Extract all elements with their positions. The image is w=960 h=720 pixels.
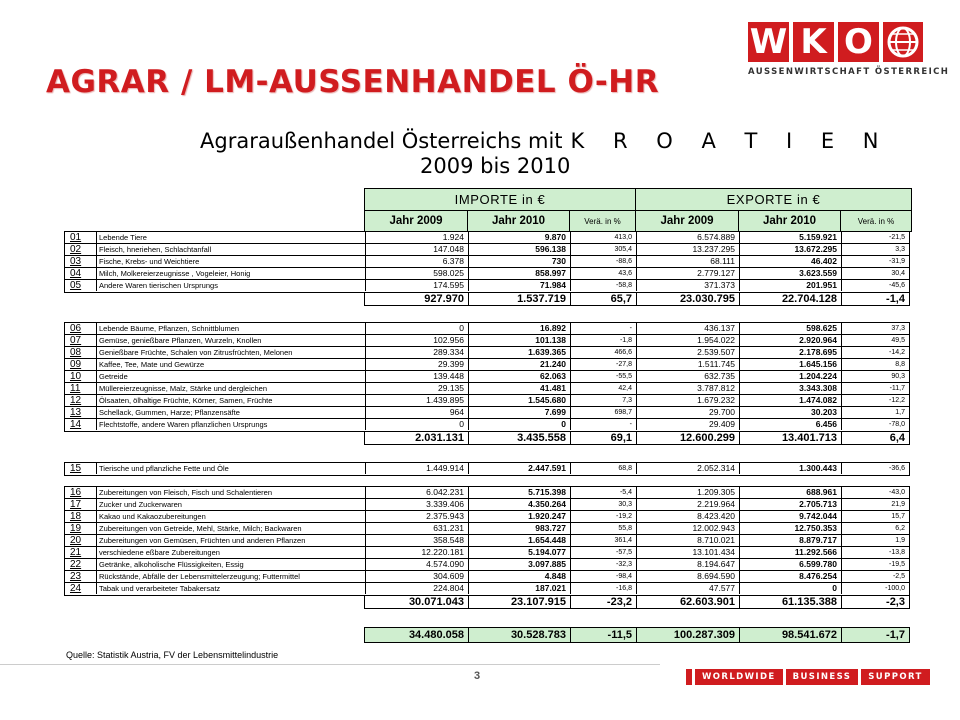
imports-2010-header: Jahr 2010 <box>468 211 570 231</box>
grand-total-exports-2010: 98.541.672 <box>739 628 841 642</box>
grand-total-imports-2009: 34.480.058 <box>408 629 464 641</box>
exports-2010: 2.705.713 <box>739 499 841 510</box>
description: Milch, Molkereierzeugnisse , Vogeleier, Honig <box>99 269 251 278</box>
exports-2010: 8.879.717 <box>739 535 841 546</box>
table-row <box>65 268 909 280</box>
group-code: 22 <box>65 559 97 570</box>
exports-change: -45,6 <box>841 280 909 291</box>
imports-change: -19,2 <box>570 511 636 522</box>
exports-header: EXPORTE in € <box>636 189 911 211</box>
table-row <box>65 407 909 419</box>
total-imports-2010: 3.435.558 <box>468 432 570 444</box>
exports-2009: 1.209.305 <box>636 487 739 498</box>
table-row <box>65 463 909 475</box>
chart-title-country: K R O A T I E N <box>570 129 890 153</box>
imports-2009: 598.025 <box>365 268 468 279</box>
group-code: 06 <box>65 323 97 334</box>
total-exports-change: -1,4 <box>841 293 909 305</box>
table-row <box>65 523 909 535</box>
imports-2009: 358.548 <box>365 535 468 546</box>
exports-2009: 436.137 <box>636 323 739 334</box>
group-code: 10 <box>65 371 97 382</box>
exports-change: 6,2 <box>841 523 909 534</box>
imports-2009: 102.956 <box>365 335 468 346</box>
exports-change: -43,0 <box>841 487 909 498</box>
imports-2010: 1.654.448 <box>468 535 570 546</box>
table-row <box>65 347 909 359</box>
imports-change: 42,4 <box>570 383 636 394</box>
exports-2009: 371.373 <box>636 280 739 291</box>
table-row <box>65 499 909 511</box>
exports-2009: 13.101.434 <box>636 547 739 558</box>
imports-change: 466,6 <box>570 347 636 358</box>
imports-change: - <box>570 323 636 334</box>
description: Zubereitungen von Getreide, Mehl, Stärke, Milch; Backwaren <box>99 524 302 533</box>
group-code: 01 <box>65 232 97 243</box>
description: Lebende Tiere <box>99 233 147 242</box>
total-exports-2010: 61.135.388 <box>739 596 841 608</box>
chart-title-prefix: Agraraußenhandel Österreichs mit <box>200 129 563 153</box>
description: Fische, Krebs- und Weichtiere <box>99 257 200 266</box>
exports-change: -2,5 <box>841 571 909 582</box>
exports-change: 37,3 <box>841 323 909 334</box>
imports-change: 305,4 <box>570 244 636 255</box>
imports-2010: 596.138 <box>468 244 570 255</box>
exports-change: -12,2 <box>841 395 909 406</box>
table-row <box>65 280 909 292</box>
group-code: 08 <box>65 347 97 358</box>
description: Zubereitungen von Fleisch, Fisch und Schalentieren <box>99 488 273 497</box>
imports-2010: 1.920.247 <box>468 511 570 522</box>
subtotal-row <box>364 595 910 609</box>
footer-word-worldwide: WORLDWIDE <box>695 669 783 685</box>
total-exports-change: -2,3 <box>841 596 909 608</box>
imports-change: -1,8 <box>570 335 636 346</box>
chart-subtitle-years: 2009 bis 2010 <box>420 154 571 178</box>
group-code: 09 <box>65 359 97 370</box>
imports-2009: 29.399 <box>365 359 468 370</box>
group-code: 14 <box>65 419 97 430</box>
exports-2009: 8.694.590 <box>636 571 739 582</box>
imports-2009: 0 <box>365 323 468 334</box>
description: Tierische und pflanzliche Fette und Öle <box>99 464 229 473</box>
total-exports-change: 6,4 <box>841 432 909 444</box>
imports-2010: 5.715.398 <box>468 487 570 498</box>
table-row <box>65 571 909 583</box>
exports-2009: 13.237.295 <box>636 244 739 255</box>
exports-2010: 30.203 <box>739 407 841 418</box>
imports-change: 43,6 <box>570 268 636 279</box>
description: Rückstände, Abfälle der Lebensmittelerzeugung; Futtermittel <box>99 572 300 581</box>
group-code: 15 <box>65 463 97 474</box>
imports-2010: 2.447.591 <box>468 463 570 474</box>
exports-2009: 3.787.812 <box>636 383 739 394</box>
exports-2010: 12.750.353 <box>739 523 841 534</box>
group-code: 04 <box>65 268 97 279</box>
group-code: 12 <box>65 395 97 406</box>
description: Genießbare Früchte, Schalen von Zitrusfrüchten, Melonen <box>99 348 293 357</box>
total-imports-2009: 2.031.131 <box>415 432 464 444</box>
grand-total-exports-change: -1,7 <box>841 628 909 642</box>
exports-change-header: Verä. in % <box>857 216 895 226</box>
imports-change: -58,8 <box>570 280 636 291</box>
imports-change: -16,8 <box>570 583 636 594</box>
imports-change: 30,3 <box>570 499 636 510</box>
table-row <box>65 559 909 571</box>
imports-change: 413,0 <box>570 232 636 243</box>
table-row <box>65 244 909 256</box>
description: Lebende Bäume, Pflanzen, Schnittblumen <box>99 324 240 333</box>
exports-2009: 2.052.314 <box>636 463 739 474</box>
total-imports-2009: 30.071.043 <box>408 596 464 608</box>
imports-change: -88,6 <box>570 256 636 267</box>
group-code: 02 <box>65 244 97 255</box>
globe-icon <box>883 22 923 62</box>
exports-2010: 6.599.780 <box>739 559 841 570</box>
description: Zubereitungen von Gemüsen, Früchten und anderen Pflanzen <box>99 536 306 545</box>
exports-2010: 688.961 <box>739 487 841 498</box>
exports-2010: 46.402 <box>739 256 841 267</box>
total-imports-change: 65,7 <box>570 293 636 305</box>
table-row <box>65 335 909 347</box>
imports-2009: 631.231 <box>365 523 468 534</box>
table-row <box>65 535 909 547</box>
imports-change: 55,8 <box>570 523 636 534</box>
group-code: 16 <box>65 487 97 498</box>
description: Kakao und Kakaozubereitungen <box>99 512 206 521</box>
table-row <box>65 395 909 407</box>
exports-change: -13,8 <box>841 547 909 558</box>
exports-2010: 0 <box>739 583 841 594</box>
grand-total-imports-2010: 30.528.783 <box>468 628 570 642</box>
imports-change: 361,4 <box>570 535 636 546</box>
exports-2010: 2.178.695 <box>739 347 841 358</box>
grand-total-row <box>364 627 910 643</box>
description: Kaffee, Tee, Mate und Gewürze <box>99 360 205 369</box>
imports-2009: 1.449.914 <box>365 463 468 474</box>
exports-2010: 8.476.254 <box>739 571 841 582</box>
description: Gemüse, genießbare Pflanzen, Wurzeln, Knollen <box>99 336 262 345</box>
exports-2009-header: Jahr 2009 <box>636 211 739 231</box>
imports-2010: 4.350.264 <box>468 499 570 510</box>
table-row <box>65 359 909 371</box>
table-block <box>64 322 910 432</box>
description: Andere Waren tierischen Ursprungs <box>99 281 218 290</box>
imports-2009-header: Jahr 2009 <box>365 211 468 231</box>
description: Zucker und Zuckerwaren <box>99 500 182 509</box>
exports-2010: 11.292.566 <box>739 547 841 558</box>
imports-change: - <box>570 419 636 430</box>
imports-change: 698,7 <box>570 407 636 418</box>
imports-2009: 12.220.181 <box>365 547 468 558</box>
total-exports-2010: 13.401.713 <box>739 432 841 444</box>
imports-2009: 6.042.231 <box>365 487 468 498</box>
exports-change: -14,2 <box>841 347 909 358</box>
footer-brand <box>686 669 930 685</box>
imports-2010: 16.892 <box>468 323 570 334</box>
imports-change: -57,5 <box>570 547 636 558</box>
group-code: 23 <box>65 571 97 582</box>
table-row <box>65 256 909 268</box>
exports-2009: 2.219.964 <box>636 499 739 510</box>
exports-2009: 8.423.420 <box>636 511 739 522</box>
total-imports-change: 69,1 <box>570 432 636 444</box>
exports-2009: 29.700 <box>636 407 739 418</box>
total-exports-2009: 12.600.299 <box>636 432 739 444</box>
imports-2010: 62.063 <box>468 371 570 382</box>
imports-2009: 139.448 <box>365 371 468 382</box>
imports-2010: 41.481 <box>468 383 570 394</box>
table-row <box>65 511 909 523</box>
description: Schellack, Gummen, Harze; Pflanzensäfte <box>99 408 240 417</box>
imports-header: IMPORTE in € <box>365 189 636 211</box>
page-number: 3 <box>474 670 481 682</box>
table-block <box>64 231 910 293</box>
exports-2009: 2.779.127 <box>636 268 739 279</box>
exports-2010: 1.204.224 <box>739 371 841 382</box>
table-row <box>65 419 909 431</box>
description: Müllereierzeugnisse, Malz, Stärke und dergleichen <box>99 384 268 393</box>
imports-2010: 0 <box>468 419 570 430</box>
description: verschiedene eßbare Zubereitungen <box>99 548 220 557</box>
wko-logo <box>748 22 950 80</box>
imports-2010: 983.727 <box>468 523 570 534</box>
group-code: 21 <box>65 547 97 558</box>
exports-change: 15,7 <box>841 511 909 522</box>
imports-2009: 6.378 <box>365 256 468 267</box>
exports-2009: 1.954.022 <box>636 335 739 346</box>
group-code: 24 <box>65 583 97 594</box>
table-row <box>65 547 909 559</box>
logo-letter-w: W <box>749 22 788 62</box>
group-code: 11 <box>65 383 97 394</box>
imports-2009: 2.375.943 <box>365 511 468 522</box>
exports-2009: 8.194.647 <box>636 559 739 570</box>
imports-2009: 3.339.406 <box>365 499 468 510</box>
footer-word-support: SUPPORT <box>861 669 929 685</box>
exports-2010: 598.625 <box>739 323 841 334</box>
exports-change: 1,7 <box>841 407 909 418</box>
exports-2010: 3.343.308 <box>739 383 841 394</box>
imports-2009: 0 <box>365 419 468 430</box>
exports-change: -31,9 <box>841 256 909 267</box>
total-exports-2009: 23.030.795 <box>636 293 739 305</box>
table-row <box>65 487 909 499</box>
imports-2010: 3.097.885 <box>468 559 570 570</box>
description: Ölsaaten, ölhaltige Früchte, Körner, Samen, Früchte <box>99 396 273 405</box>
imports-2010: 5.194.077 <box>468 547 570 558</box>
imports-change: -32,3 <box>570 559 636 570</box>
exports-change: -11,7 <box>841 383 909 394</box>
group-code: 07 <box>65 335 97 346</box>
exports-2009: 6.574.889 <box>636 232 739 243</box>
imports-change: 68,8 <box>570 463 636 474</box>
imports-2010: 71.984 <box>468 280 570 291</box>
exports-2010: 9.742.044 <box>739 511 841 522</box>
total-imports-change: -23,2 <box>570 596 636 608</box>
total-imports-2009: 927.970 <box>424 293 464 305</box>
table-row <box>65 383 909 395</box>
group-code: 20 <box>65 535 97 546</box>
description: Flechtstoffe, andere Waren pflanzlichen Ursprungs <box>99 420 268 429</box>
imports-2010: 1.639.365 <box>468 347 570 358</box>
footer-dash <box>686 669 692 685</box>
total-imports-2010: 23.107.915 <box>468 596 570 608</box>
exports-2010: 1.474.082 <box>739 395 841 406</box>
exports-change: 90,3 <box>841 371 909 382</box>
exports-2010: 13.672.295 <box>739 244 841 255</box>
exports-2010: 201.951 <box>739 280 841 291</box>
logo-letter-k: K <box>793 22 834 62</box>
description: Fleisch, hneriehen, Schlachtanfall <box>99 245 212 254</box>
table-row <box>65 371 909 383</box>
exports-2009: 1.511.745 <box>636 359 739 370</box>
logo-letter-o: O <box>838 22 879 62</box>
imports-change: -5,4 <box>570 487 636 498</box>
exports-change: 1,9 <box>841 535 909 546</box>
chart-title <box>200 130 890 153</box>
subtotal-row <box>364 292 910 306</box>
group-code: 19 <box>65 523 97 534</box>
exports-change: 3,3 <box>841 244 909 255</box>
imports-change: -98,4 <box>570 571 636 582</box>
imports-2009: 147.048 <box>365 244 468 255</box>
exports-change: -78,0 <box>841 419 909 430</box>
description: Tabak und verarbeiteter Tabakersatz <box>99 584 221 593</box>
description: Getreide <box>99 372 128 381</box>
grand-total-imports-change: -11,5 <box>570 628 636 642</box>
imports-2009: 4.574.090 <box>365 559 468 570</box>
exports-2009: 29.409 <box>636 419 739 430</box>
imports-2010: 730 <box>468 256 570 267</box>
exports-change: 30,4 <box>841 268 909 279</box>
exports-2009: 1.679.232 <box>636 395 739 406</box>
group-code: 17 <box>65 499 97 510</box>
total-imports-2010: 1.537.719 <box>468 293 570 305</box>
exports-2010: 1.300.443 <box>739 463 841 474</box>
description: Getränke, alkoholische Flüssigkeiten, Essig <box>99 560 244 569</box>
total-exports-2009: 62.603.901 <box>636 596 739 608</box>
group-code: 03 <box>65 256 97 267</box>
exports-change: -21,5 <box>841 232 909 243</box>
imports-2009: 964 <box>365 407 468 418</box>
imports-2009: 224.804 <box>365 583 468 594</box>
exports-2009: 47.577 <box>636 583 739 594</box>
exports-2009: 2.539.507 <box>636 347 739 358</box>
table-row <box>65 232 909 244</box>
imports-2009: 304.609 <box>365 571 468 582</box>
exports-2010: 5.159.921 <box>739 232 841 243</box>
table-block <box>64 486 910 596</box>
exports-2009: 12.002.943 <box>636 523 739 534</box>
exports-change: 21,9 <box>841 499 909 510</box>
exports-change: 49,5 <box>841 335 909 346</box>
imports-change: -27,8 <box>570 359 636 370</box>
imports-2010: 858.997 <box>468 268 570 279</box>
exports-change: -100,0 <box>841 583 909 594</box>
imports-2010: 4.848 <box>468 571 570 582</box>
imports-2010: 187.021 <box>468 583 570 594</box>
group-code: 05 <box>65 280 97 291</box>
imports-2010: 21.240 <box>468 359 570 370</box>
group-code: 18 <box>65 511 97 522</box>
group-code: 13 <box>65 407 97 418</box>
exports-change: -19,5 <box>841 559 909 570</box>
exports-2009: 8.710.021 <box>636 535 739 546</box>
imports-2010: 9.870 <box>468 232 570 243</box>
exports-2010-header: Jahr 2010 <box>739 211 841 231</box>
footer-divider <box>0 664 660 665</box>
imports-change: 7,3 <box>570 395 636 406</box>
imports-2009: 1.439.895 <box>365 395 468 406</box>
imports-2010: 1.545.680 <box>468 395 570 406</box>
imports-2009: 174.595 <box>365 280 468 291</box>
imports-2009: 29.135 <box>365 383 468 394</box>
exports-2010: 6.456 <box>739 419 841 430</box>
imports-2010: 101.138 <box>468 335 570 346</box>
column-header <box>364 188 912 232</box>
slide-title: AGRAR / LM-AUSSENHANDEL Ö-HR <box>46 64 660 100</box>
total-exports-2010: 22.704.128 <box>739 293 841 305</box>
exports-change: -36,6 <box>841 463 909 474</box>
exports-2010: 1.645.156 <box>739 359 841 370</box>
source-note: Quelle: Statistik Austria, FV der Lebensmittelindustrie <box>66 650 279 660</box>
imports-2009: 289.334 <box>365 347 468 358</box>
footer-word-business: BUSINESS <box>786 669 859 685</box>
exports-2010: 2.920.964 <box>739 335 841 346</box>
exports-change: 8,8 <box>841 359 909 370</box>
imports-2009: 1.924 <box>365 232 468 243</box>
imports-change-header: Verä. in % <box>570 211 636 231</box>
exports-2009: 68.111 <box>636 256 739 267</box>
table-block <box>64 462 910 476</box>
exports-2010: 3.623.559 <box>739 268 841 279</box>
table-row <box>65 583 909 595</box>
table-row <box>65 323 909 335</box>
imports-change: -55,5 <box>570 371 636 382</box>
imports-2010: 7.699 <box>468 407 570 418</box>
exports-2009: 632.735 <box>636 371 739 382</box>
logo-subtitle: AUSSENWIRTSCHAFT ÖSTERREICH <box>748 67 950 77</box>
subtotal-row <box>364 431 910 445</box>
grand-total-exports-2009: 100.287.309 <box>636 628 739 642</box>
